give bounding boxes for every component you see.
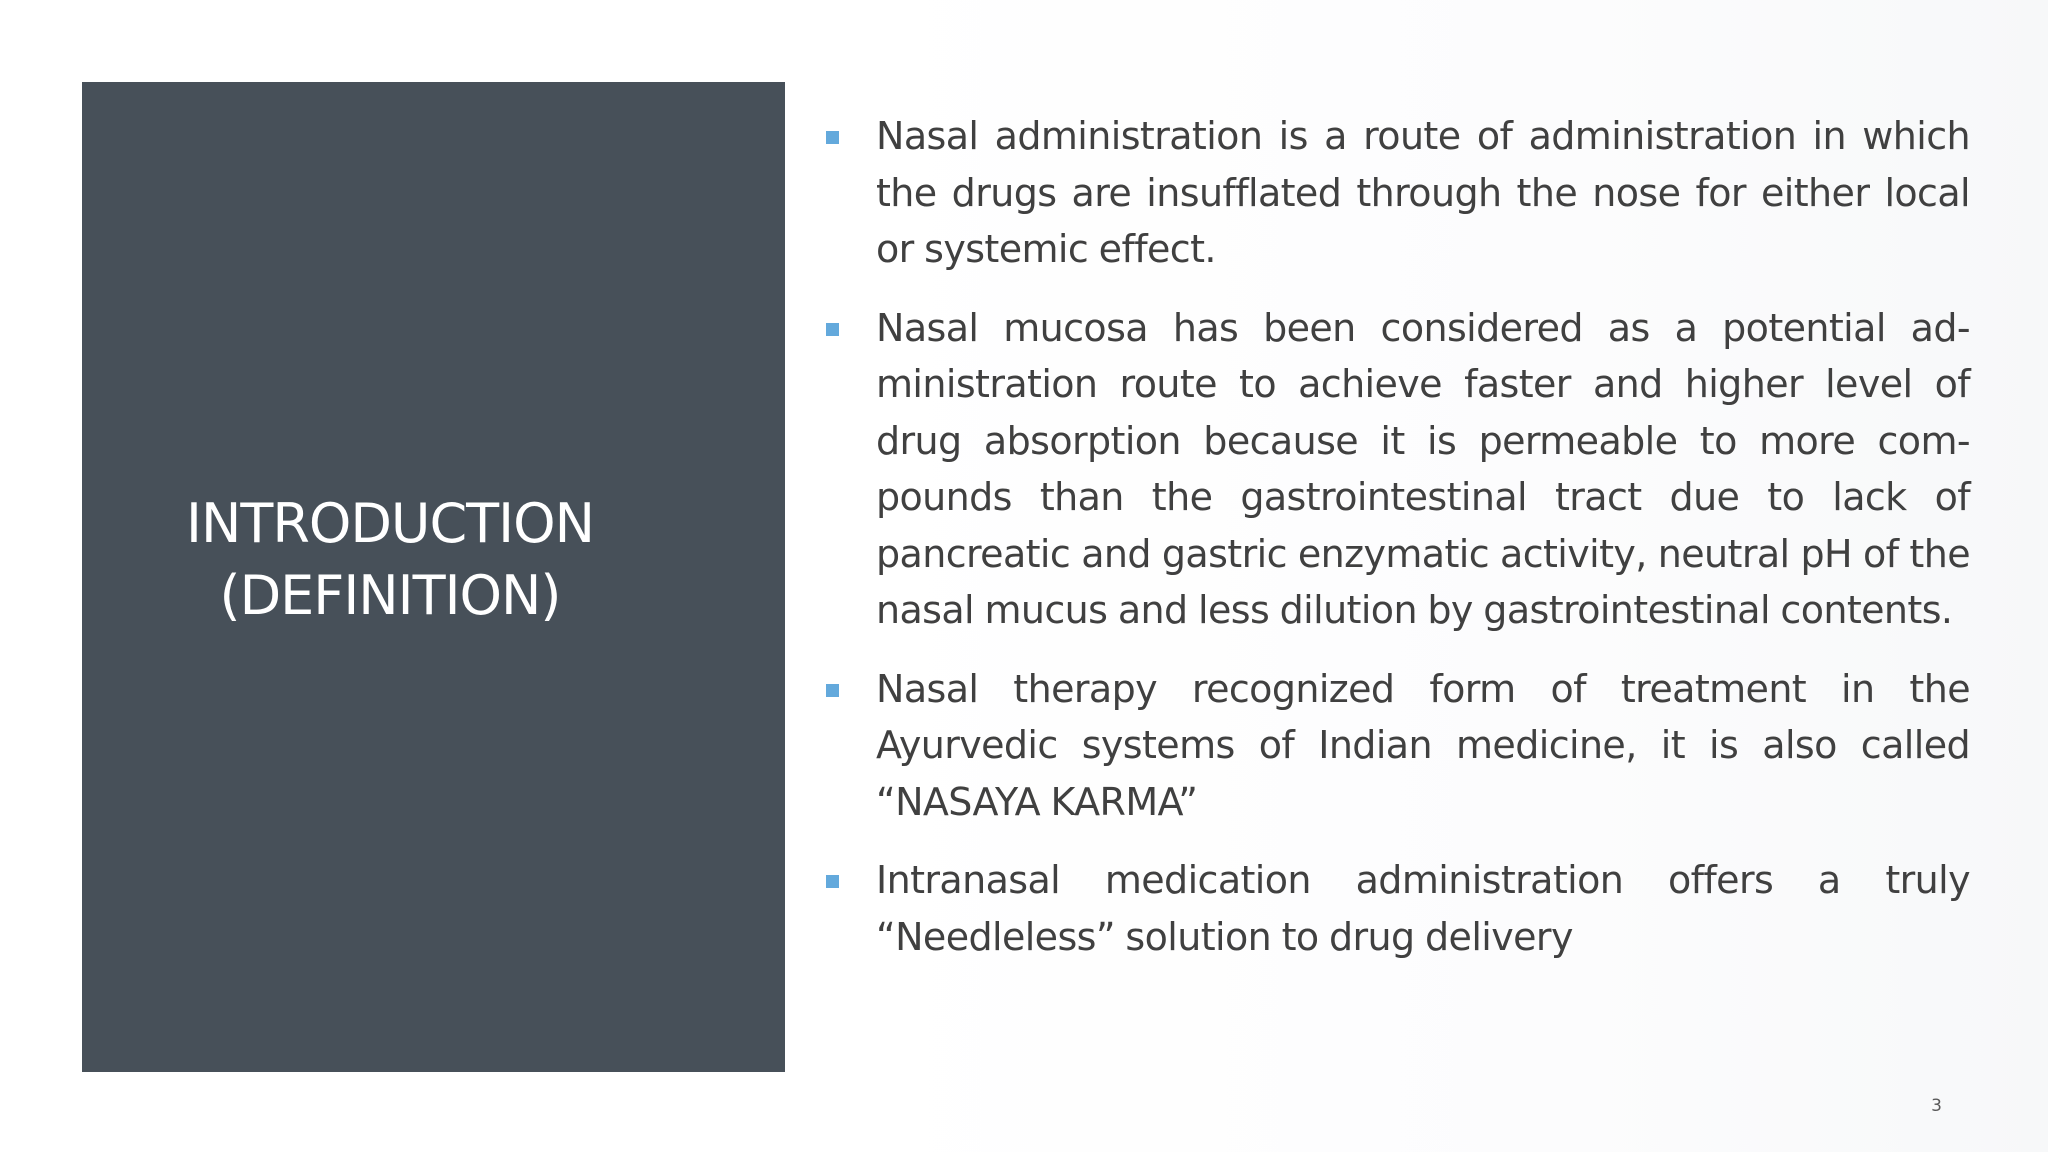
bullet-list — [822, 108, 1970, 987]
bullet-text: Intranasal medication administration offers a truly “Needleless” solution to drug delivery — [876, 858, 1970, 959]
bullet-text: Nasal mucosa has been considered as a potential ad-ministration route to achieve faster and higher level of drug absorption because it is permeable to more com-pounds than the gastrointestinal tract due to lack of pancreatic and gastric enzymatic activity, neutral pH of the nasal mucus and less dilution by gastrointestinal contents. — [876, 305, 1970, 632]
bullet-text: Nasal administration is a route of administration in which the drugs are insufflated through the nose for either local or systemic effect. — [876, 114, 1970, 271]
square-bullet-icon — [826, 323, 839, 336]
bullet-item — [822, 300, 1970, 639]
square-bullet-icon — [826, 875, 839, 888]
slide-title — [170, 488, 610, 632]
square-bullet-icon — [826, 684, 839, 697]
bullet-item — [822, 661, 1970, 831]
slide-title-line-2: (DEFINITION) — [219, 564, 561, 627]
square-bullet-icon — [826, 131, 839, 144]
page-number: 3 — [1931, 1096, 1942, 1116]
slide-title-line-1: INTRODUCTION — [186, 492, 594, 555]
bullet-item — [822, 852, 1970, 965]
bullet-item — [822, 108, 1970, 278]
bullet-text: Nasal therapy recognized form of treatment in the Ayurvedic systems of Indian medicine, it is also called “NASAYA KARMA” — [876, 666, 1970, 824]
